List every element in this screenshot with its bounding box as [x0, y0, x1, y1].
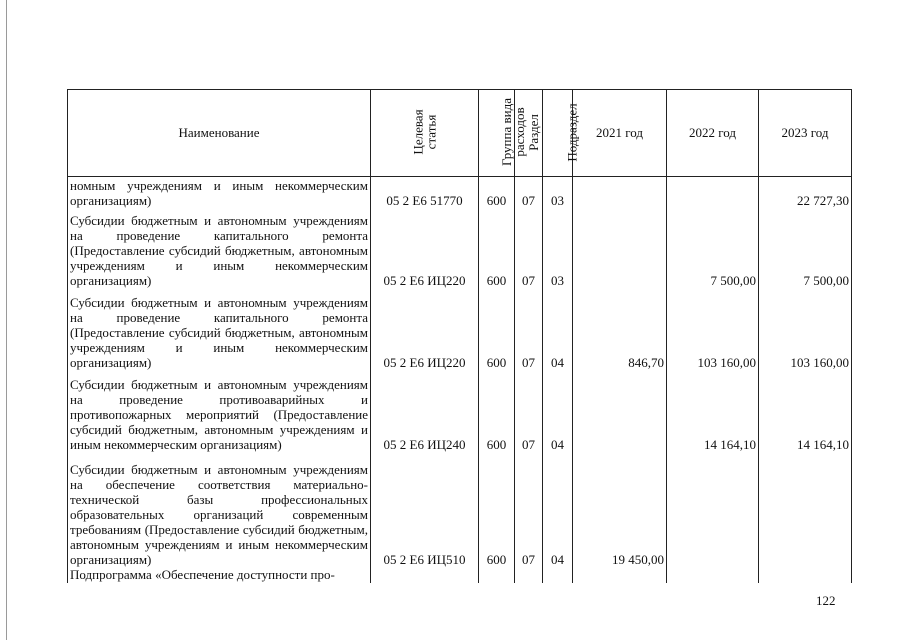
row-group: [479, 567, 515, 583]
row-section: 07: [515, 177, 543, 208]
row-name: Субсидии бюджетным и автономным учреждениям на проведение капитального ремонта (Предоставление субсидий бюджетным, автономным учреждениям и иным некоммерческим организациям): [68, 208, 371, 288]
row-2023: 103 160,00: [759, 288, 852, 370]
header-article: [371, 90, 479, 177]
header-subsection-label: Подраздел: [564, 103, 580, 162]
row-article: [371, 567, 479, 583]
header-2021-label: 2021 год: [596, 125, 643, 140]
table-row: [68, 177, 852, 208]
header-2021: [573, 90, 667, 177]
header-article-label: [411, 109, 437, 154]
row-2021: [573, 177, 667, 208]
budget-table: [67, 89, 852, 583]
row-2021: [573, 208, 667, 288]
row-2022: [667, 567, 759, 583]
row-2023: [759, 567, 852, 583]
header-group-line-2: расходов: [511, 107, 527, 157]
row-section: 07: [515, 208, 543, 288]
row-section: [515, 567, 543, 583]
header-name-label: Наименование: [178, 125, 260, 140]
table-row: [68, 452, 852, 567]
row-section: 07: [515, 370, 543, 452]
header-2022-label: 2022 год: [689, 125, 736, 140]
row-subsection: 03: [543, 208, 573, 288]
row-2023: 7 500,00: [759, 208, 852, 288]
row-name: Субсидии бюджетным и автономным учреждениям на проведение противоаварийных и противопожарных мероприятий (Предоставление субсидий бюджетным, автономным учреждениям и иным некоммерческим организациям): [68, 370, 371, 452]
row-section: 07: [515, 452, 543, 567]
row-2021: [573, 370, 667, 452]
row-2022: 103 160,00: [667, 288, 759, 370]
row-2023: [759, 452, 852, 567]
row-article: 05 2 Е6 ИЦ220: [371, 208, 479, 288]
header-expense-group-label: [500, 98, 526, 166]
row-subsection: [543, 567, 573, 583]
row-section: 07: [515, 288, 543, 370]
header-expense-group: [479, 90, 527, 177]
header-2023: [759, 90, 852, 177]
row-name: номным учреждениям и иным некоммерческим организациям): [68, 177, 371, 208]
row-subsection: 04: [543, 370, 573, 452]
table-header-row: [68, 90, 852, 177]
row-2022: [667, 452, 759, 567]
header-2023-label: 2023 год: [781, 125, 829, 140]
page-number: 122: [816, 593, 836, 608]
row-subsection: 04: [543, 452, 573, 567]
table-row: [68, 208, 852, 288]
row-group: 600: [479, 452, 515, 567]
row-2022: 7 500,00: [667, 208, 759, 288]
row-subsection: 04: [543, 288, 573, 370]
header-section-label: Раздел: [525, 114, 541, 151]
header-2022: [667, 90, 759, 177]
row-2023: 22 727,30: [759, 177, 852, 208]
row-2021: 846,70: [573, 288, 667, 370]
row-2021: 19 450,00: [573, 452, 667, 567]
row-article: 05 2 Е6 ИЦ220: [371, 288, 479, 370]
row-name: Субсидии бюджетным и автономным учреждениям на проведение капитального ремонта (Предоставление субсидий бюджетным, автономным учреждениям и иным некоммерческим организациям): [68, 288, 371, 370]
header-article-line-2: статья: [423, 114, 439, 150]
header-group-line-1: Группа вида: [498, 98, 514, 166]
row-group: 600: [479, 177, 515, 208]
header-name: [68, 90, 371, 177]
row-2021: [573, 567, 667, 583]
row-article: 05 2 Е6 ИЦ510: [371, 452, 479, 567]
table-row: [68, 567, 852, 583]
header-article-line-1: Целевая: [410, 109, 426, 155]
row-2022: 14 164,10: [667, 370, 759, 452]
row-name: Подпрограмма «Обеспечение доступности про-: [68, 567, 371, 583]
row-2022: [667, 177, 759, 208]
scan-edge-line: [6, 0, 7, 640]
row-2023: 14 164,10: [759, 370, 852, 452]
row-subsection: 03: [543, 177, 573, 208]
table-row: [68, 288, 852, 370]
row-group: 600: [479, 208, 515, 288]
table-row: [68, 370, 852, 452]
row-article: 05 2 Е6 51770: [371, 177, 479, 208]
row-article: 05 2 Е6 ИЦ240: [371, 370, 479, 452]
row-group: 600: [479, 288, 515, 370]
header-subsection: [543, 90, 580, 177]
row-group: 600: [479, 370, 515, 452]
row-name: Субсидии бюджетным и автономным учреждениям на обеспечение соответствия материально-технической базы профессиональных образовательных организаций современным требованиям (Предоставление субсидий бюджетным, автономным учреждениям и иным некоммерческим организациям): [68, 452, 371, 567]
